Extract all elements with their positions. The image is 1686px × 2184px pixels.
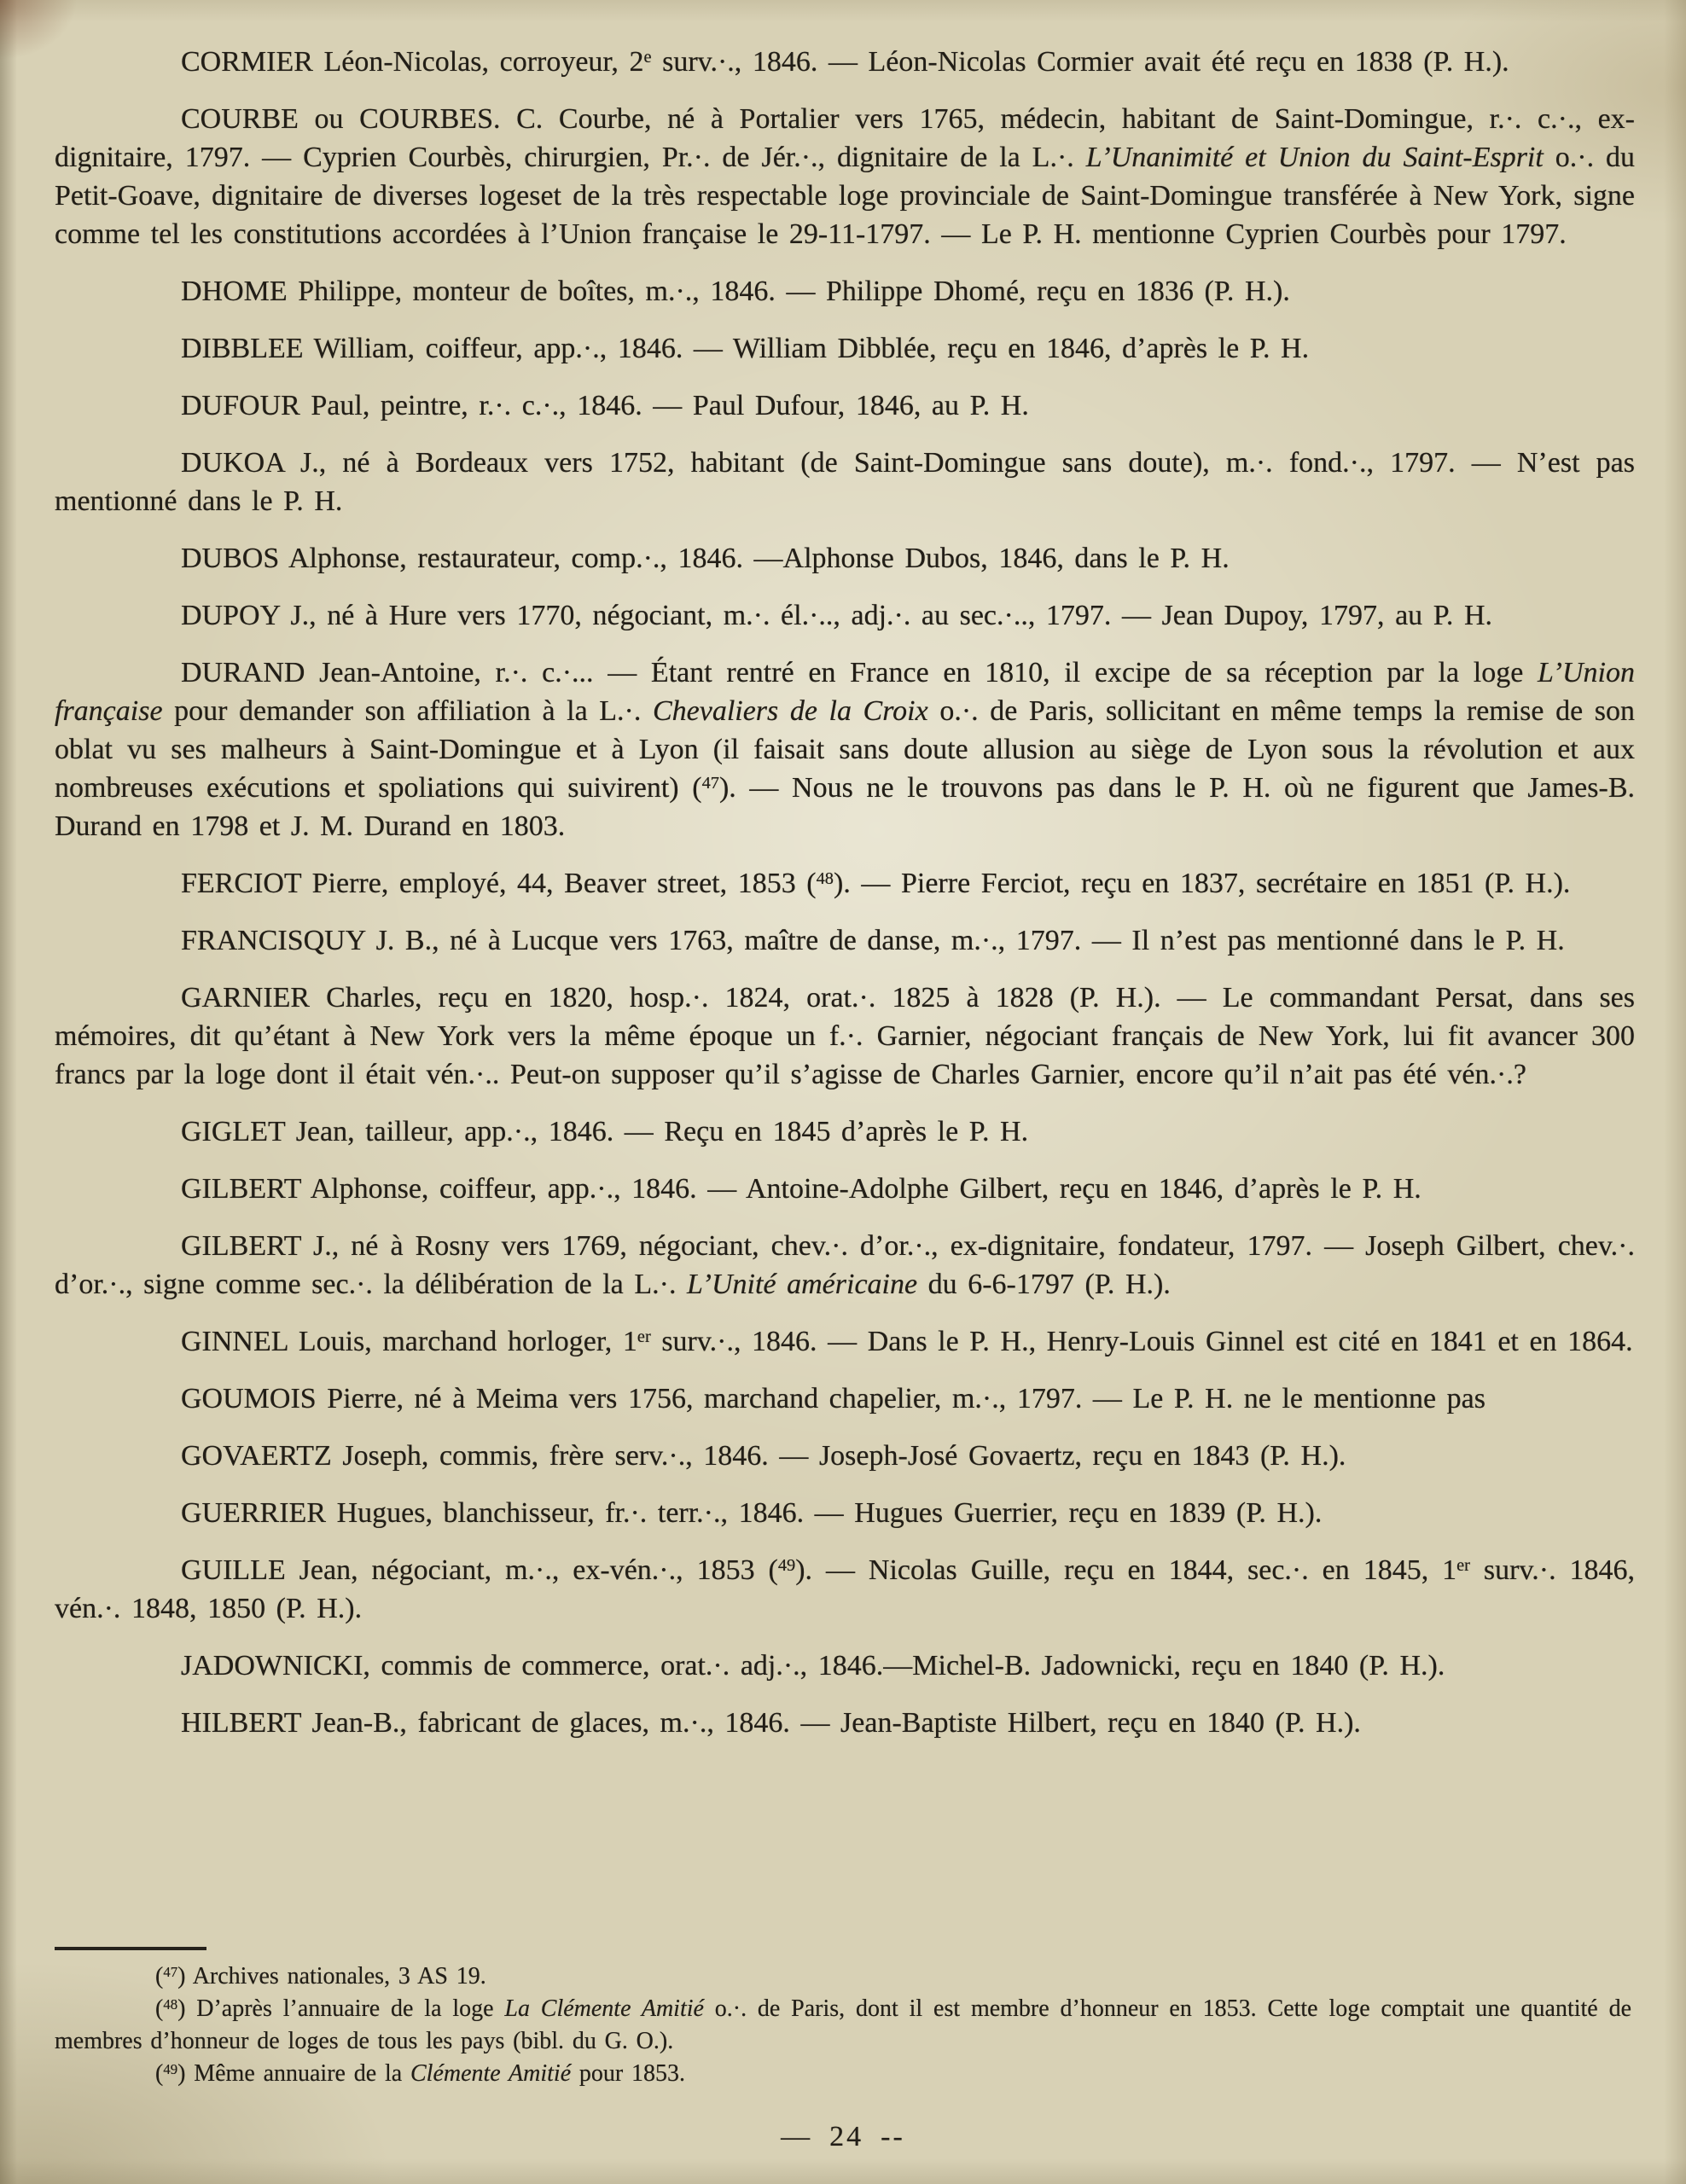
entry-paragraph [55, 1322, 1635, 1361]
entry-paragraph [55, 1494, 1635, 1532]
entry-paragraph [55, 1437, 1635, 1475]
text-run: GIGLET Jean, tailleur, app.·., 1846. — Reçu en 1845 d’après le P. H. [181, 1116, 1029, 1147]
entry-paragraph [55, 921, 1635, 960]
text-run: o.·. de Paris, sollicitant en même temps la remise de son oblat vu ses malheurs à Saint-Domingue et à Lyon (il faisait sans doute allusion au siège de Lyon sous la révolution et aux nombreuses exécutions et spoliations qui suivirent) ( [55, 695, 1635, 804]
entry-paragraph [55, 1227, 1635, 1304]
text-run: ( [155, 1963, 164, 1989]
lodge-name: Clémente Amitié [410, 2060, 572, 2087]
text-run: CORMIER Léon-Nicolas, corroyeur, 2 [181, 46, 644, 78]
entry-paragraph [55, 1112, 1635, 1151]
lodge-name: La Clémente Amitié [504, 1995, 704, 2022]
text-run: DUPOY J., né à Hure vers 1770, négociant, m.·. él.·.., adj.·. au sec.·.., 1797. — Jean Dupoy, 1797, au P. H. [181, 600, 1493, 631]
entry-paragraph [55, 596, 1635, 635]
text-run: GOUMOIS Pierre, né à Meima vers 1756, marchand chapelier, m.·., 1797. — Le P. H. ne le mentionne pas [181, 1383, 1485, 1414]
text-run: DURAND Jean-Antoine, r.·. c.·... — Étant rentré en France en 1810, il excipe de sa réception par la loge [181, 657, 1538, 688]
text-run: FERCIOT Pierre, employé, 44, Beaver street, 1853 ( [181, 868, 817, 899]
entry-paragraph [55, 43, 1635, 81]
entry-paragraph [55, 444, 1635, 520]
entry-paragraph [55, 864, 1635, 903]
text-run: ). — Pierre Ferciot, reçu en 1837, secrétaire en 1851 (P. H.). [834, 868, 1571, 899]
text-run: DHOME Philippe, monteur de boîtes, m.·., 1846. — Philippe Dhomé, reçu en 1836 (P. H.). [181, 276, 1290, 307]
text-run: FRANCISQUY J. B., né à Lucque vers 1763, maître de danse, m.·., 1797. — Il n’est pas mentionné dans le P. H. [181, 925, 1565, 956]
text-run: pour demander son affiliation à la L.·. [162, 695, 653, 727]
entry-paragraph [55, 1647, 1635, 1685]
entry-paragraph [55, 653, 1635, 845]
text-run: surv.·., 1846. — Léon-Nicolas Cormier avait été reçu en 1838 (P. H.). [651, 46, 1509, 78]
text-run: pour 1853. [571, 2060, 686, 2087]
text-run: GUILLE Jean, négociant, m.·., ex-vén.·., 1853 ( [181, 1554, 778, 1586]
text-run: HILBERT Jean-B., fabricant de glaces, m.·., 1846. — Jean-Baptiste Hilbert, reçu en 1840 (P. H.). [181, 1707, 1361, 1739]
text-run: DIBBLEE William, coiffeur, app.·., 1846. — William Dibblée, reçu en 1846, d’après le P. H. [181, 333, 1310, 364]
footnotes-section [55, 1947, 1631, 2090]
text-run: JADOWNICKI, commis de commerce, orat.·. adj.·., 1846.—Michel-B. Jadownicki, reçu en 1840 (P. H.). [181, 1650, 1445, 1682]
page-number: — 24 -- [781, 2121, 905, 2152]
footnote-rule [55, 1947, 206, 1950]
text-run: ). — Nicolas Guille, reçu en 1844, sec.·. en 1845, 1 [795, 1554, 1457, 1586]
text-run: o.·. du Petit-Goave, dignitaire de diverses logeset de la très respectable loge provinciale de Saint-Domingue transférée à New York, signe comme tel les constitutions accordées à l’Union française le 29-11-1797. — Le P. H. mentionne Cyprien Courbès pour 1797. [55, 142, 1636, 250]
text-run: DUFOUR Paul, peintre, r.·. c.·., 1846. — Paul Dufour, 1846, au P. H. [181, 390, 1029, 421]
entry-paragraph [55, 539, 1635, 578]
text-run: ( [155, 1995, 164, 2022]
text-run: du 6-6-1797 (P. H.). [917, 1269, 1171, 1300]
lodge-name: L’Unité américaine [687, 1269, 918, 1300]
entry-paragraph [55, 100, 1635, 253]
entry-paragraph [55, 1380, 1635, 1418]
text-run: GINNEL Louis, marchand horloger, 1 [181, 1326, 637, 1357]
entry-paragraph [55, 272, 1635, 311]
text-run: surv.·. 1846, vén.·. 1848, 1850 (P. H.). [55, 1554, 1635, 1624]
text-run: GUERRIER Hugues, blanchisseur, fr.·. terr.·., 1846. — Hugues Guerrier, reçu en 1839 (P. H.). [181, 1497, 1323, 1529]
text-run: GILBERT Alphonse, coiffeur, app.·., 1846. — Antoine-Adolphe Gilbert, reçu en 1846, d’après le P. H. [181, 1173, 1421, 1205]
entries-section [55, 43, 1635, 1761]
text-run: GILBERT J., né à Rosny vers 1769, négociant, chev.·. d’or.·., ex-dignitaire, fondateur, 1797. — Joseph Gilbert, chev.·. d’or.·., signe comme sec.·. la délibération de la L.·. [55, 1230, 1635, 1300]
footnote-ref: 49 [777, 1556, 796, 1575]
footnote-ref: 47 [163, 1964, 178, 1980]
lodge-name: Chevaliers de la Croix [652, 695, 928, 727]
entry-paragraph [55, 1551, 1635, 1628]
entry-paragraph [55, 979, 1635, 1094]
text-run: surv.·., 1846. — Dans le P. H., Henry-Louis Ginnel est cité en 1841 et en 1864. [650, 1326, 1633, 1357]
text-run: GARNIER Charles, reçu en 1820, hosp.·. 1824, orat.·. 1825 à 1828 (P. H.). — Le commandant Persat, dans ses mémoires, dit qu’étant à New York vers la même époque un f.·. Garnier, négociant français de New York, lui fit avancer 300 francs par la loge dont il était vén.·.. Peut-on supposer qu’il s’agisse de Charles Garnier, encore qu’il n’ait pas été vén.·.? [55, 982, 1635, 1090]
text-run: ( [155, 2060, 164, 2087]
lodge-name: L’Unanimité et Union du Saint-Esprit [1085, 142, 1544, 173]
footnote [55, 2058, 1631, 2090]
text-run: GOVAERTZ Joseph, commis, frère serv.·., 1846. — Joseph-José Govaertz, reçu en 1843 (P. H.). [181, 1440, 1346, 1472]
footnote-ref: 48 [163, 1996, 178, 2013]
text-run: ) Archives nationales, 3 AS 19. [177, 1963, 486, 1989]
entry-paragraph [55, 1704, 1635, 1742]
footnote-ref: e [643, 48, 652, 67]
footnote-ref: er [1456, 1556, 1470, 1575]
footnote-ref: 47 [701, 774, 719, 793]
entry-paragraph [55, 1170, 1635, 1208]
text-run: ). — Nous ne le trouvons pas dans le P. H. où ne figurent que James-B. Durand en 1798 et J. M. Durand en 1803. [55, 772, 1635, 842]
text-run: DUKOA J., né à Bordeaux vers 1752, habitant (de Saint-Domingue sans doute), m.·. fond.·., 1797. — N’est pas mentionné dans le P. H. [55, 447, 1635, 517]
footnote-ref: 49 [163, 2061, 178, 2077]
text-run: ) Même annuaire de la [177, 2060, 410, 2087]
text-run: COURBE ou COURBES. C. Courbe, né à Portalier vers 1765, médecin, habitant de Saint-Domingue, r.·. c.·., ex-dignitaire, 1797. — Cyprien Courbès, chirurgien, Pr.·. de Jér.·., dignitaire de la L.·. [55, 103, 1635, 173]
footnote [55, 1993, 1631, 2058]
lodge-name: L’Union française [55, 657, 1635, 727]
entry-paragraph [55, 329, 1635, 368]
entry-paragraph [55, 386, 1635, 425]
text-run: o.·. de Paris, dont il est membre d’honneur en 1853. Cette loge comptait une quantité de membres d’honneur de loges de tous les pays (bibl. du G. O.). [55, 1995, 1631, 2054]
text-run: ) D’après l’annuaire de la loge [177, 1995, 505, 2022]
footnote [55, 1960, 1631, 1993]
text-run: DUBOS Alphonse, restaurateur, comp.·., 1846. —Alphonse Dubos, 1846, dans le P. H. [181, 543, 1230, 574]
footnote-ref: 48 [816, 869, 834, 888]
footnotes-list [55, 1960, 1631, 2090]
footnote-ref: er [637, 1327, 651, 1346]
